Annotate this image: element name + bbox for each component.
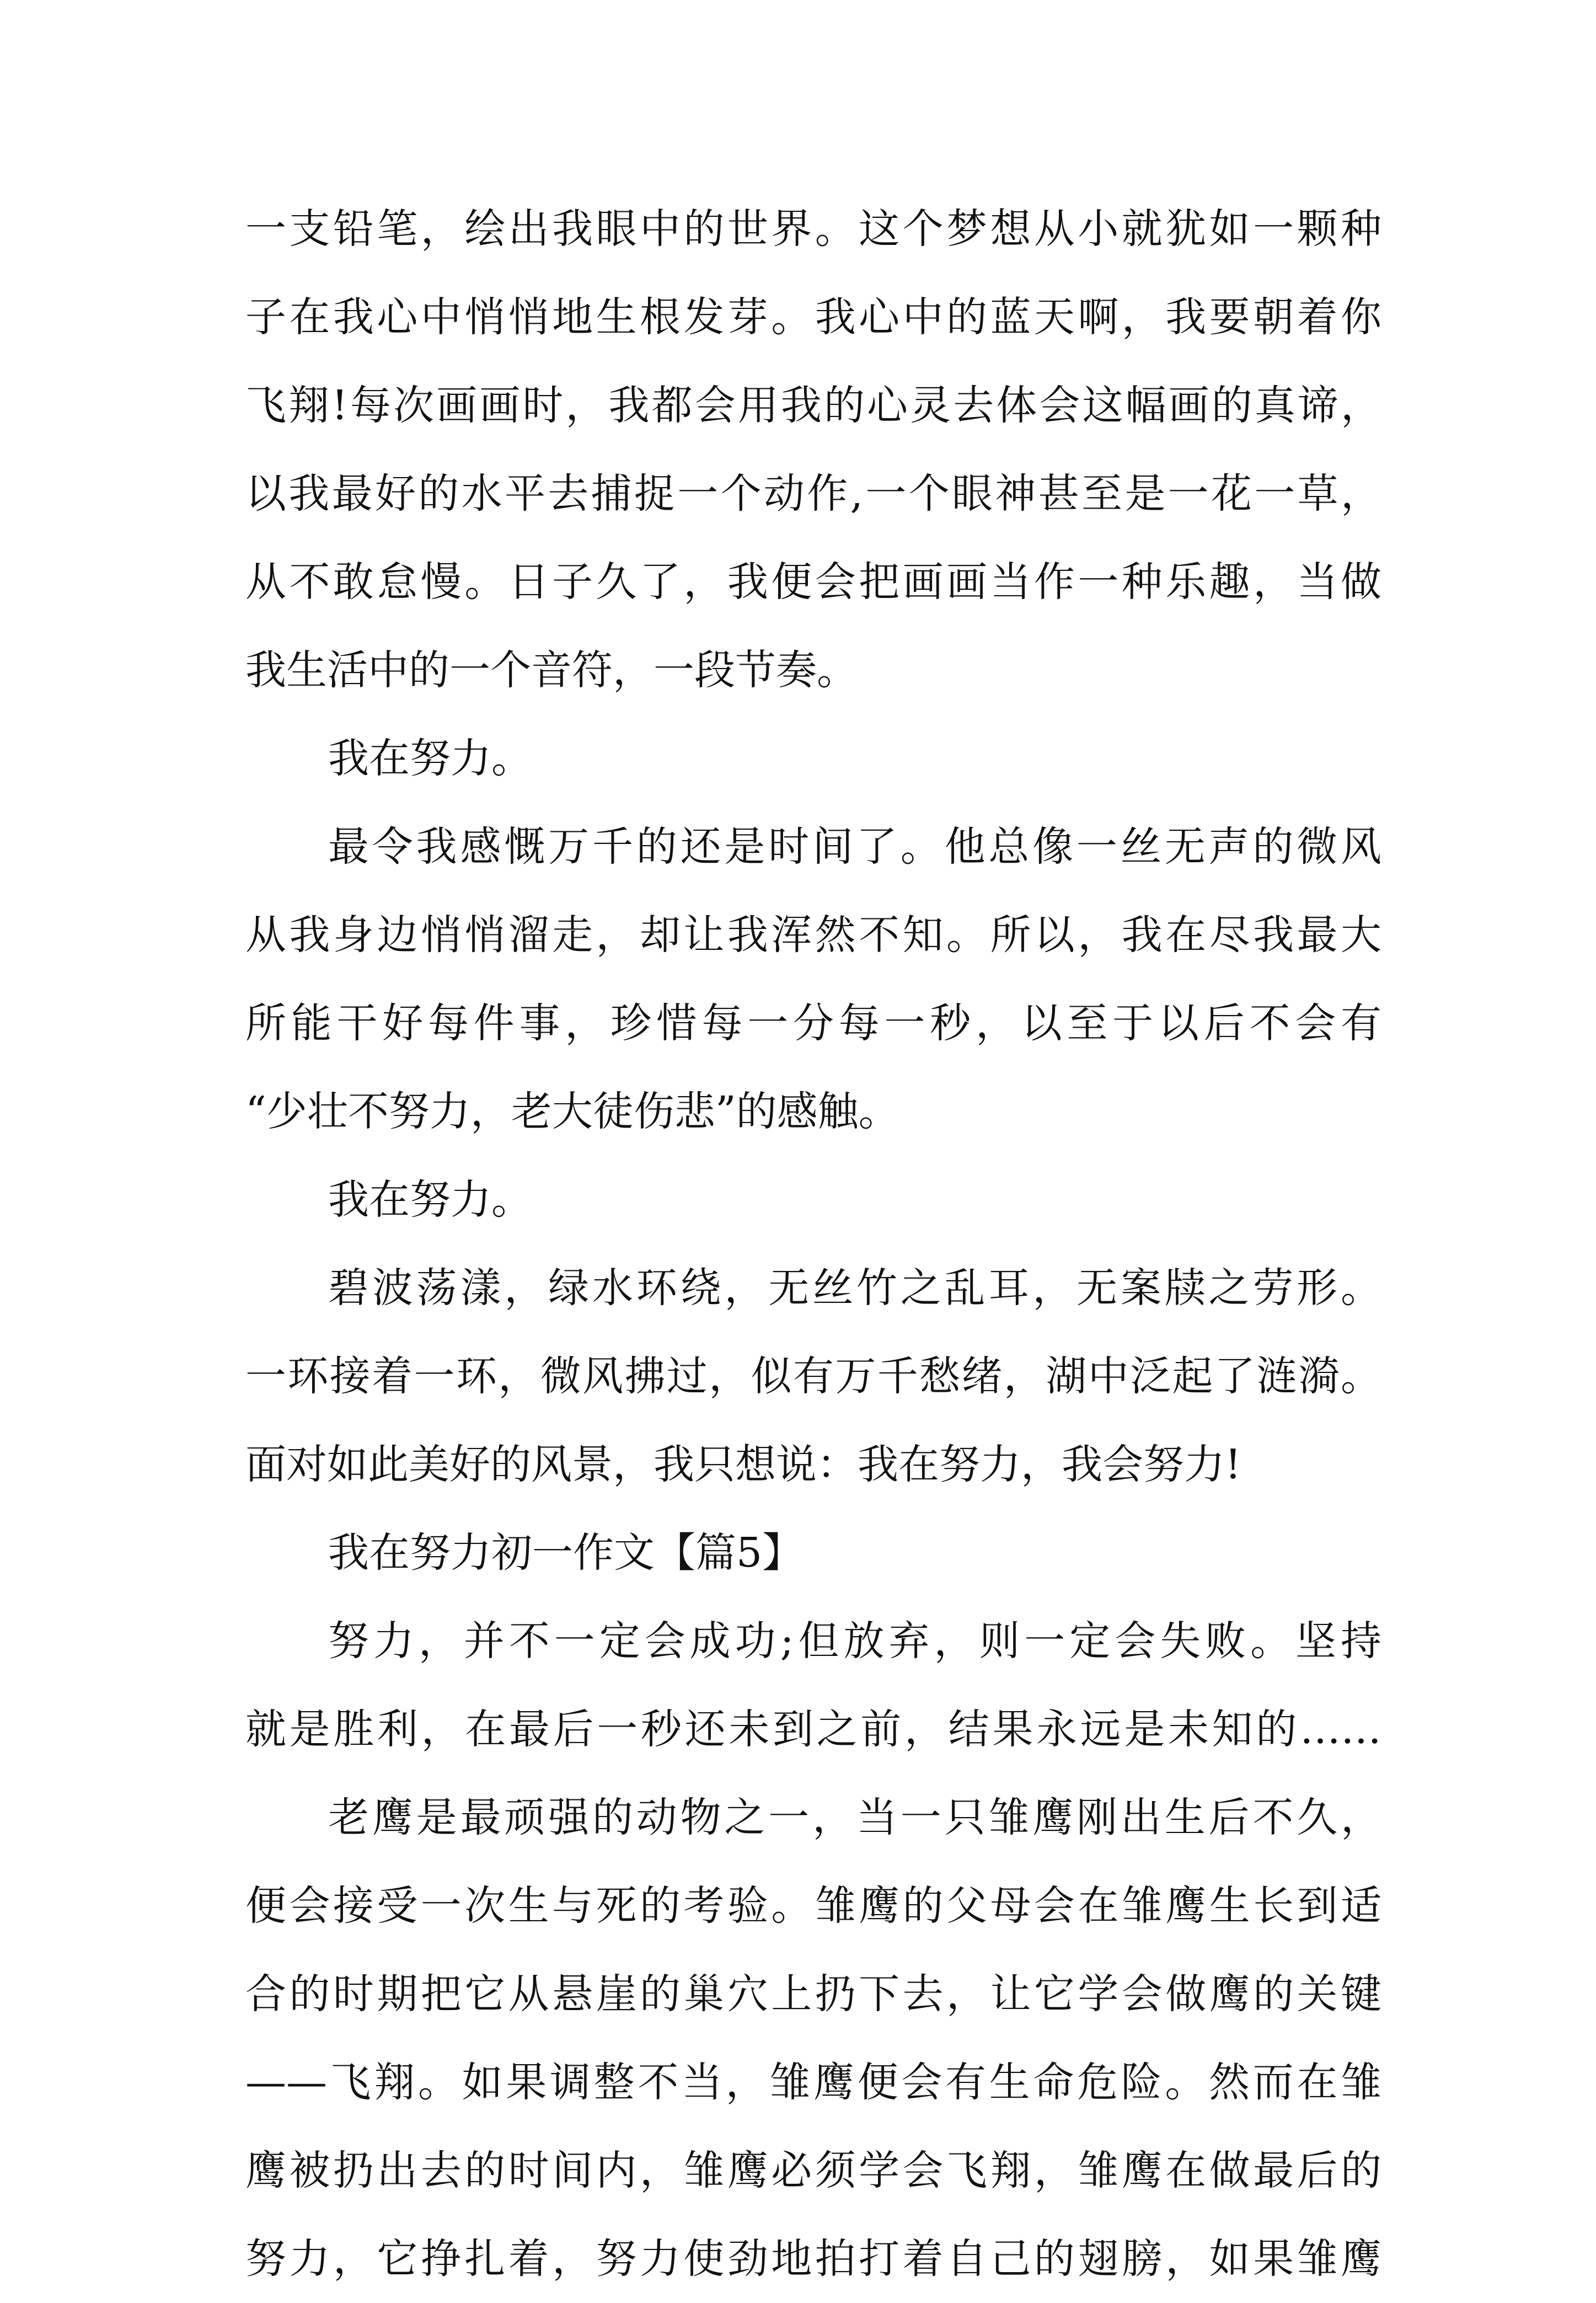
- text-line: 一支铅笔，绘出我眼中的世界。这个梦想从小就犹如一颗种: [245, 205, 1381, 253]
- text-line: 鹰被扔出去的时间内，雏鹰必须学会飞翔，雏鹰在做最后的: [245, 2147, 1381, 2194]
- text-line: 老鹰是最顽强的动物之一，当一只雏鹰刚出生后不久，: [328, 1794, 1381, 1841]
- text-line: ——飞翔。如果调整不当，雏鹰便会有生命危险。然而在雏: [245, 2059, 1381, 2106]
- text-line: 最令我感慨万千的还是时间了。他总像一丝无声的微风: [328, 823, 1381, 870]
- text-line: 我生活中的一个音符，一段节奏。: [245, 646, 858, 694]
- text-line: 子在我心中悄悄地生根发芽。我心中的蓝天啊，我要朝着你: [245, 293, 1381, 341]
- text-line: 碧波荡漾，绿水环绕，无丝竹之乱耳，无案牍之劳形。: [328, 1264, 1381, 1312]
- text-line: 合的时期把它从悬崖的巢穴上扔下去，让它学会做鹰的关键: [245, 1970, 1381, 2018]
- text-line: 努力，并不一定会成功;但放弃，则一定会失败。坚持: [328, 1617, 1381, 1665]
- section-heading: 我在努力初一作文【篇5】: [328, 1529, 804, 1577]
- text-line: 便会接受一次生与死的考验。雏鹰的父母会在雏鹰生长到适: [245, 1882, 1381, 1930]
- text-line: 我在努力。: [328, 1176, 532, 1223]
- text-line: 面对如此美好的风景，我只想说：我在努力，我会努力!: [245, 1441, 1241, 1488]
- text-line: 以我最好的水平去捕捉一个动作,一个眼神甚至是一花一草，: [245, 470, 1381, 517]
- text-line: “少壮不努力，老大徒伤悲”的感触。: [245, 1088, 899, 1135]
- text-line: 飞翔!每次画画时，我都会用我的心灵去体会这幅画的真谛，: [245, 382, 1381, 429]
- text-line: 就是胜利，在最后一秒还未到之前，结果永远是未知的……: [245, 1706, 1381, 1753]
- text-line: 努力，它挣扎着，努力使劲地拍打着自己的翅膀，如果雏鹰: [245, 2235, 1381, 2283]
- text-line: 一环接着一环，微风拂过，似有万千愁绪，湖中泛起了涟漪。: [245, 1353, 1381, 1400]
- text-line: 所能干好每件事，珍惜每一分每一秒，以至于以后不会有: [245, 1000, 1381, 1047]
- text-line: 我在努力。: [328, 735, 532, 782]
- text-line: 从我身边悄悄溜走，却让我浑然不知。所以，我在尽我最大: [245, 911, 1381, 959]
- text-line: 从不敢怠慢。日子久了，我便会把画画当作一种乐趣，当做: [245, 558, 1381, 606]
